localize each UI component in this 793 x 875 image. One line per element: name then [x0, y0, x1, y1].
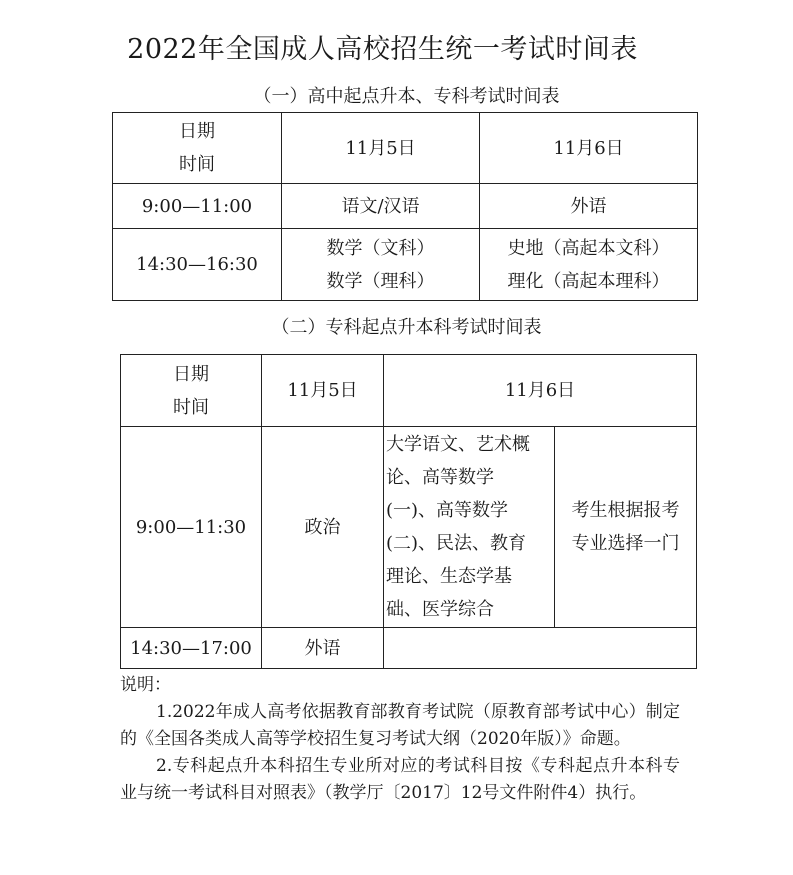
- subject-cell: 政治: [262, 427, 384, 628]
- subject-list-cell: [384, 427, 555, 628]
- section1-subtitle: （一）高中起点升本、专科考试时间表: [253, 86, 560, 107]
- table2-day1-header: 11月5日: [262, 355, 384, 427]
- time-label: 时间: [179, 154, 215, 175]
- subject-line: 础、医学综合: [386, 599, 494, 620]
- date-label: 日期: [179, 121, 215, 142]
- subject-line: (二)、民法、教育: [386, 533, 527, 554]
- note-line: 考生根据报考: [571, 500, 680, 521]
- page-title: 2022年全国成人高校招生统一考试时间表: [127, 34, 638, 65]
- date-label: 日期: [173, 363, 209, 385]
- table1-header-row: [113, 113, 698, 184]
- table2-header-row: [121, 355, 697, 427]
- subject-line: 数学（理科）: [326, 270, 435, 292]
- subject-cell: 外语: [262, 628, 384, 669]
- time-cell: 9:00—11:30: [121, 427, 262, 628]
- table1-day1-header: 11月5日: [282, 113, 480, 184]
- table-row: [113, 229, 698, 301]
- subject-line: 史地（高起本文科）: [507, 237, 670, 259]
- subject-line: (一)、高等数学: [386, 500, 509, 521]
- table-row: [121, 628, 697, 669]
- table-row: [121, 427, 697, 628]
- subject-line: 数学（文科）: [326, 237, 435, 259]
- table2-corner-header: [121, 355, 262, 427]
- subject-cell: [480, 229, 698, 301]
- note-item: 1.2022年成人高考依据教育部教育考试院（原教育部考试中心）制定的《全国各类成人高等学校招生复习考试大纲（2020年版）》命题。: [120, 702, 680, 749]
- subject-note-cell: [555, 427, 697, 628]
- section2-subtitle: （二）专科起点升本科考试时间表: [271, 317, 542, 338]
- time-label: 时间: [173, 396, 209, 418]
- empty-cell: [384, 628, 697, 669]
- exam-schedule-table-1: [112, 112, 698, 301]
- time-cell: 9:00—11:00: [113, 184, 282, 229]
- note-line: 专业选择一门: [571, 533, 680, 554]
- note-item: 2.专科起点升本科招生专业所对应的考试科目按《专科起点升本科专业与统一考试科目对照表》（教学厅〔2017〕12号文件附件4）执行。: [120, 756, 680, 803]
- subject-line: 大学语文、艺术概: [386, 434, 530, 455]
- time-cell: 14:30—17:00: [121, 628, 262, 669]
- subject-line: 理论、生态学基: [386, 566, 512, 587]
- exam-schedule-table-2: [120, 354, 697, 669]
- subject-cell: [282, 229, 480, 301]
- time-cell: 14:30—16:30: [113, 229, 282, 301]
- subject-cell: 外语: [480, 184, 698, 229]
- table-row: [113, 184, 698, 229]
- subject-line: 理化（高起本理科）: [507, 270, 670, 292]
- subject-line: 论、高等数学: [386, 467, 494, 488]
- subject-cell: 语文/汉语: [282, 184, 480, 229]
- notes-heading: 说明：: [120, 675, 171, 695]
- table2-day2-header: 11月6日: [384, 355, 697, 427]
- table1-corner-header: [113, 113, 282, 184]
- notes-section: [120, 672, 680, 807]
- table1-day2-header: 11月6日: [480, 113, 698, 184]
